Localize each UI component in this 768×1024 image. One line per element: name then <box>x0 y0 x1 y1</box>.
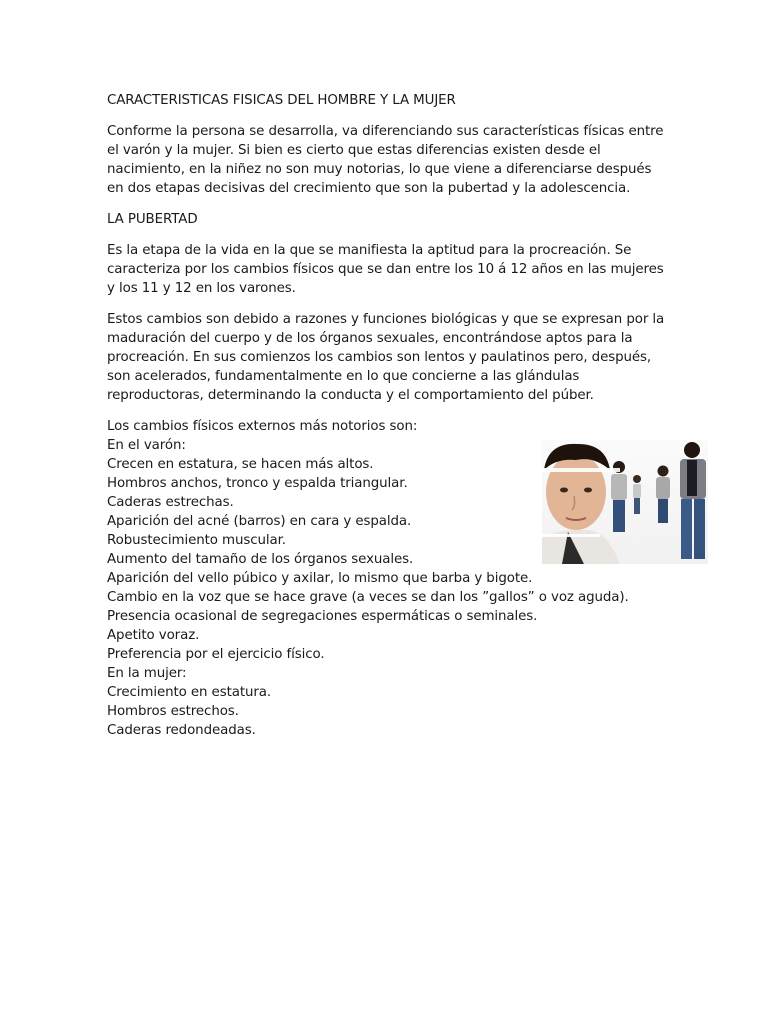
pubertad-paragraph-2: Estos cambios son debido a razones y funciones biológicas y que se expresan por la maduración del cuerpo y de los órganos sexuales, encontrándose aptos para la procreación. En sus comienzos los cambios son lentos y paulatinos pero, después, son acelerados, fundamentalmente en lo que concierne a las glándulas reproductoras, determinando la conducta y el comportamiento del púber. <box>107 312 665 403</box>
document-body <box>107 91 667 740</box>
figure-mid <box>656 466 670 524</box>
teen-boys-photo <box>542 440 708 564</box>
list-line: En el varón: <box>107 438 186 453</box>
figure-right <box>680 442 706 559</box>
list-line: Cambio en la voz que se hace grave (a veces se dan los ”gallos” o voz aguda). <box>107 590 629 605</box>
intro-paragraph: Conforme la persona se desarrolla, va diferenciando sus características físicas entre el varón y la mujer. Si bien es cierto que estas diferencias existen desde el nacimiento, en la niñez no son muy notorias, lo que viene a diferenciarse después en dos etapas decisivas del crecimiento que son la pubertad y la adolescencia. <box>107 124 664 196</box>
document-title: CARACTERISTICAS FISICAS DEL HOMBRE Y LA MUJER <box>107 93 456 108</box>
list-line: Apetito voraz. <box>107 628 200 643</box>
figure-far <box>633 475 641 514</box>
photo-illustration-icon <box>542 440 708 564</box>
list-line: Presencia ocasional de segregaciones espermáticas o seminales. <box>107 609 538 624</box>
foreground-boy <box>542 444 620 564</box>
list-line: Aparición del vello púbico y axilar, lo mismo que barba y bigote. <box>107 571 533 586</box>
list-line: Hombros anchos, tronco y espalda triangular. <box>107 476 408 491</box>
list-line: Crecimiento en estatura. <box>107 685 272 700</box>
list-line: Los cambios físicos externos más notorios son: <box>107 419 418 434</box>
pubertad-paragraph-1: Es la etapa de la vida en la que se manifiesta la aptitud para la procreación. Se caracteriza por los cambios físicos que se dan entre los 10 á 12 años en las mujeres y los 11 y 12 en los varones. <box>107 243 664 296</box>
list-line: En la mujer: <box>107 666 187 681</box>
list-line: Preferencia por el ejercicio físico. <box>107 647 325 662</box>
list-line: Hombros estrechos. <box>107 704 239 719</box>
list-line: Aumento del tamaño de los órganos sexuales. <box>107 552 414 567</box>
list-line: Caderas redondeadas. <box>107 723 256 738</box>
list-line: Robustecimiento muscular. <box>107 533 286 548</box>
list-line: Aparición del acné (barros) en cara y espalda. <box>107 514 412 529</box>
list-line: Caderas estrechas. <box>107 495 234 510</box>
list-line: Crecen en estatura, se hacen más altos. <box>107 457 374 472</box>
section-heading: LA PUBERTAD <box>107 212 198 227</box>
